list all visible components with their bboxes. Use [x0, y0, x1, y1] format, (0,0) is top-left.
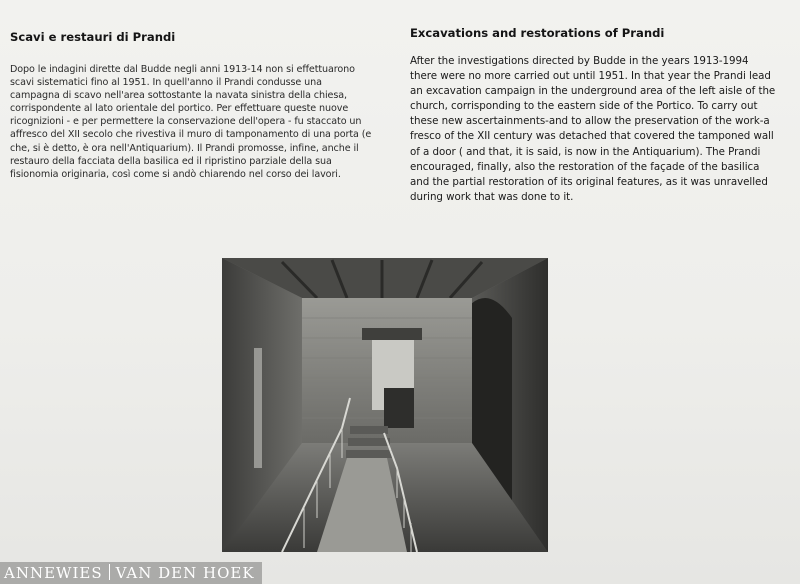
english-title: Excavations and restorations of Prandi — [410, 26, 665, 40]
photographer-watermark — [0, 562, 262, 584]
watermark-last-name: VAN DEN HOEK — [115, 564, 255, 582]
english-body: After the investigations directed by Budde in the years 1913-1994 there were no more carried out until 1951. In that year the Prandi lead an excavation campaign in the underground area of the left aisle of the church, corrisponding to the eastern side of the Portico. To carry out these new ascertainments-and to allow the preservation of the work-a fresco of the XII century was detached that covered the tamponed wall of a door ( and that, it is said, is now in the Antiquarium). The Prandi encouraged, finally, also the restoration of the façade of the basilica and the partial restoration of its original features, as it was unravelled during work that was done to it. — [410, 55, 776, 203]
watermark-first-name: ANNEWIES — [4, 564, 103, 582]
italian-title: Scavi e restauri di Prandi — [10, 30, 176, 44]
watermark-divider — [109, 564, 110, 580]
italian-column — [10, 30, 372, 181]
italian-body: Dopo le indagini dirette dal Budde negli anni 1913-14 non si effettuarono scavi sistematici fino al 1951. In quell'anno il Prandi condusse una campagna di scavo nell'area sottostante la navata sinistra della chiesa, corrispondente al lato orientale del portico. Per effettuare queste nuove ricognizioni - e per permettere la conservazione dell'opera - fu staccato un affresco del XII secolo che rivestiva il muro di tamponamento di una porta (e che, si è detto, è ora nell'Antiquarium). Il Prandi promosse, infine, anche il restauro della facciata della basilica ed il ripristino parziale della sua fisionomia originaria, così come si andò chiarendo nel corso dei lavori. — [10, 64, 372, 180]
english-column — [410, 26, 778, 205]
excavation-photo — [222, 258, 548, 552]
